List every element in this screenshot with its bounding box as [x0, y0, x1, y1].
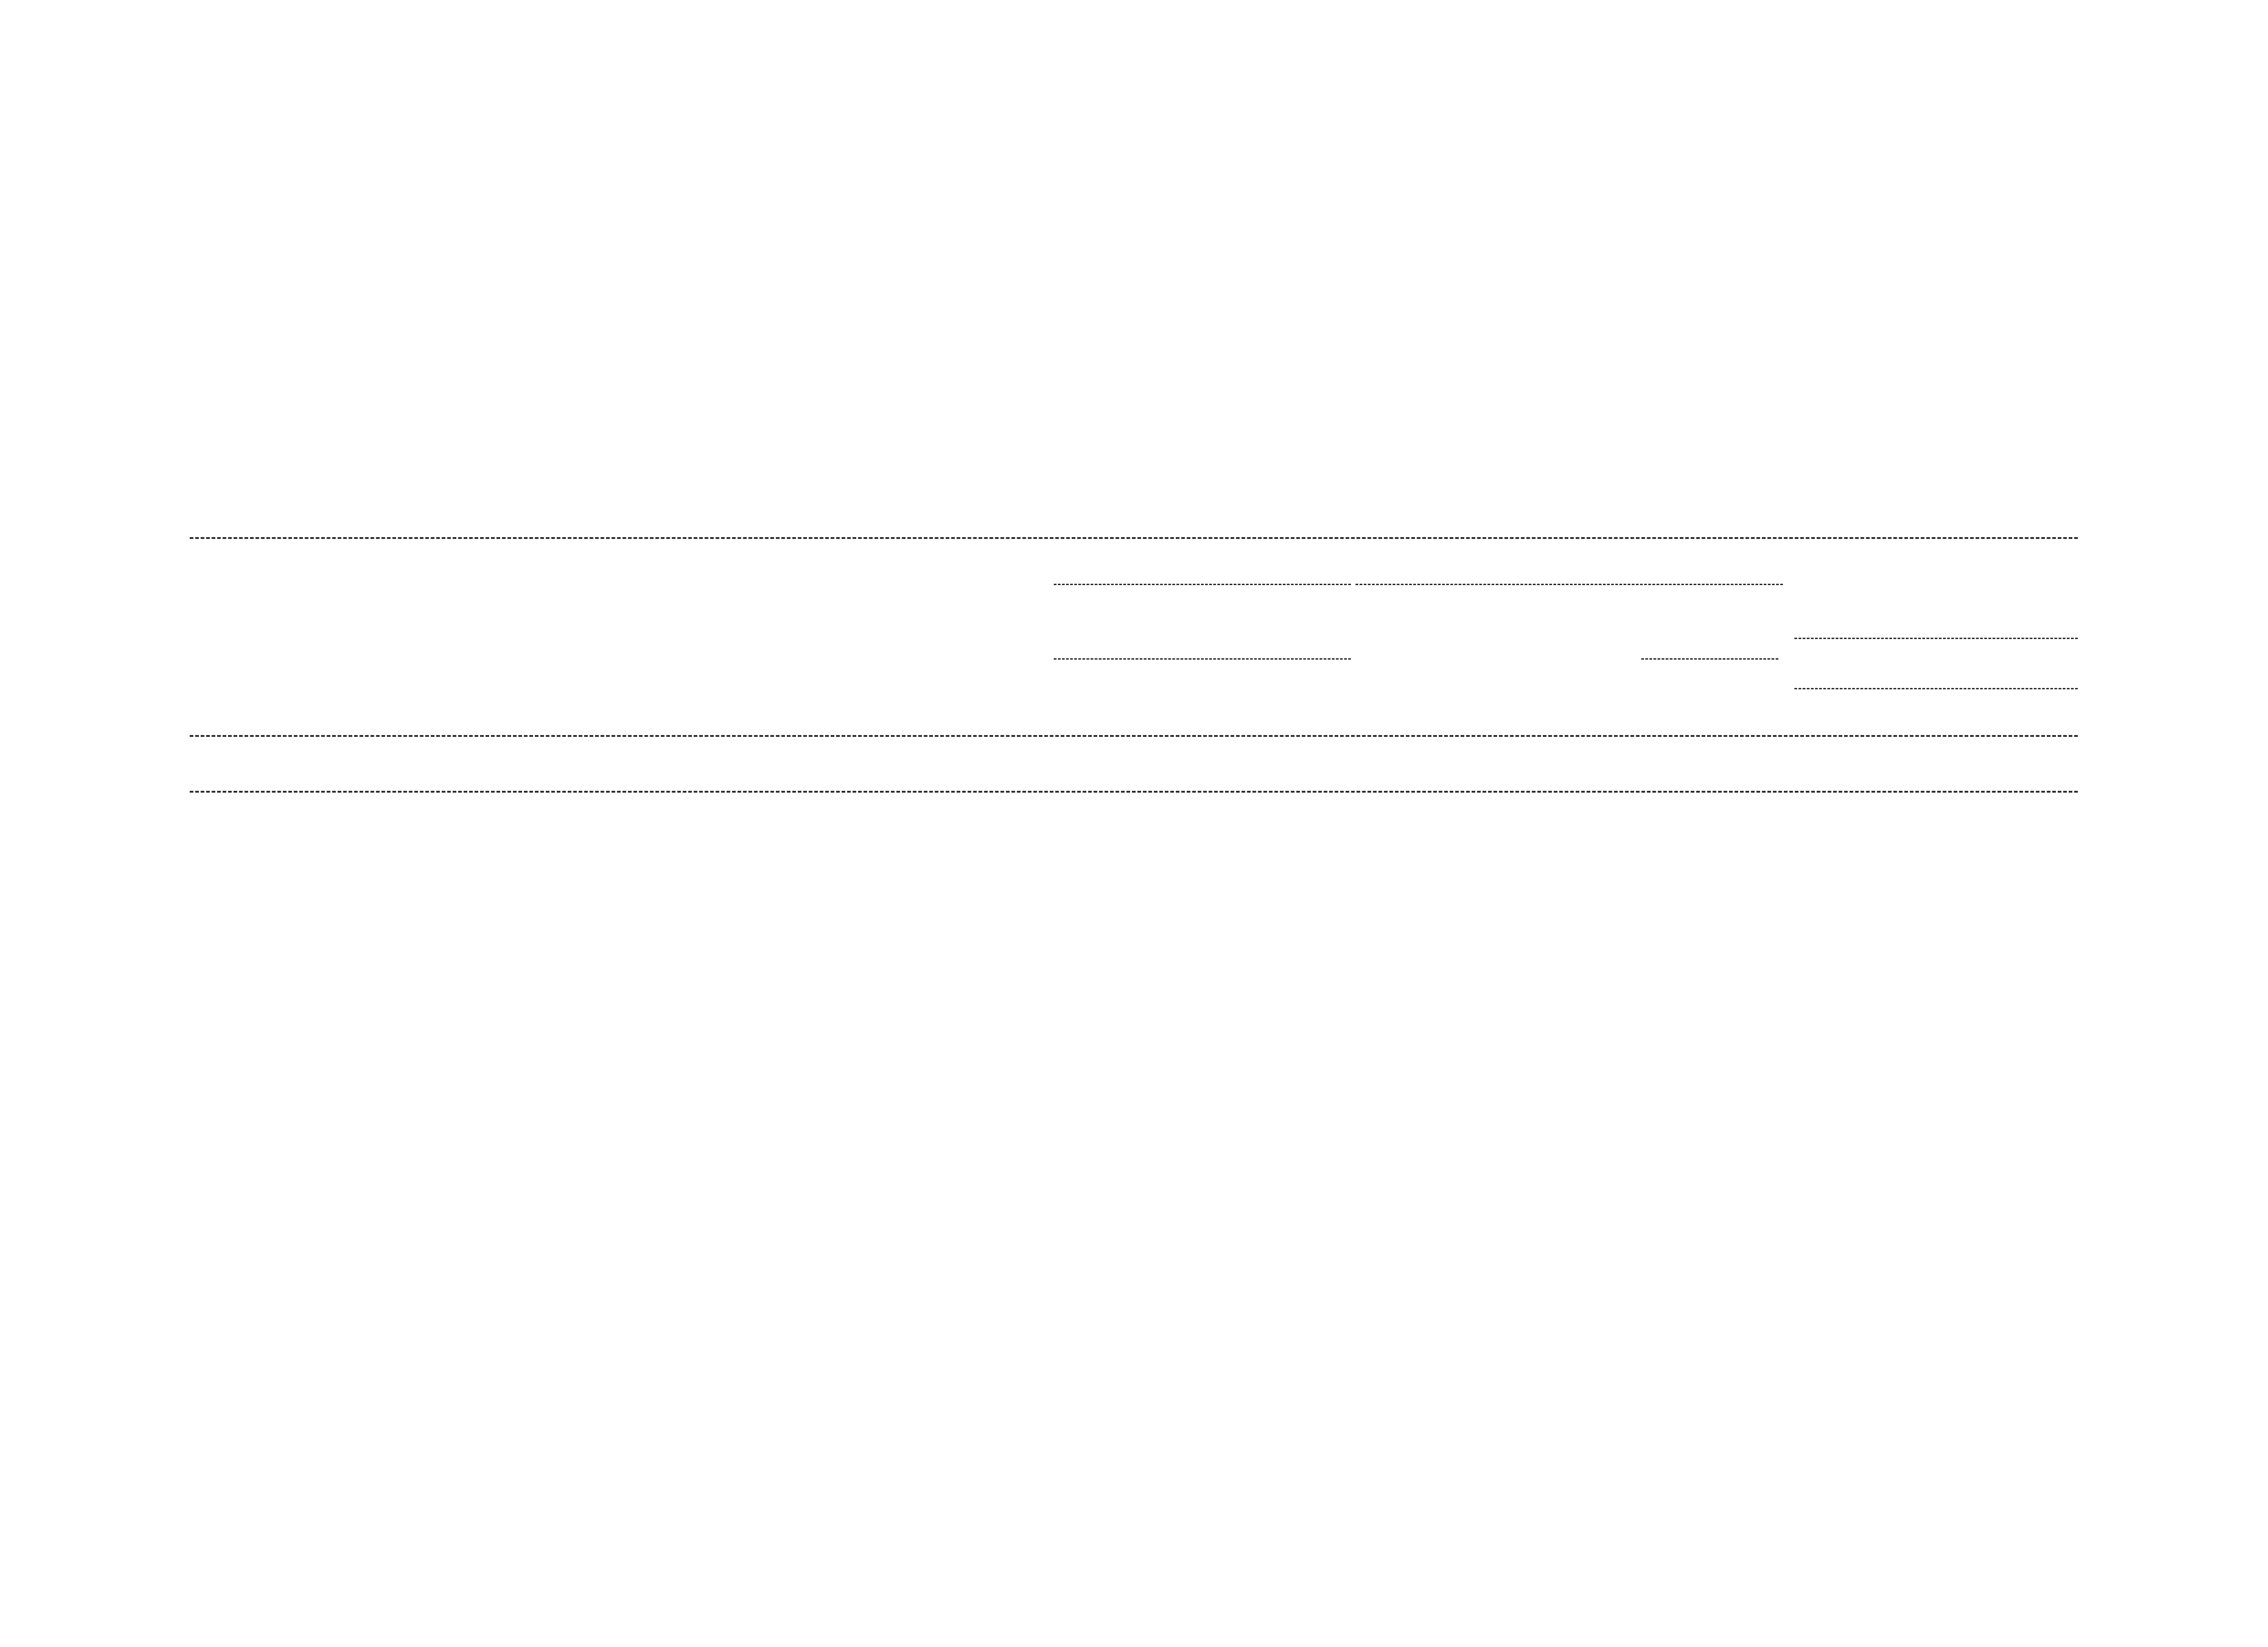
header-rule — [1794, 688, 2078, 689]
header-bottom-rule — [190, 791, 2078, 793]
header-rule — [190, 735, 2078, 737]
header-rule — [1355, 584, 1783, 585]
header-rule — [1641, 658, 1778, 660]
header-rule — [1794, 638, 2078, 639]
header-rule — [1054, 658, 1351, 660]
header-rule — [1054, 584, 1351, 585]
table-top-rule — [190, 537, 2078, 539]
